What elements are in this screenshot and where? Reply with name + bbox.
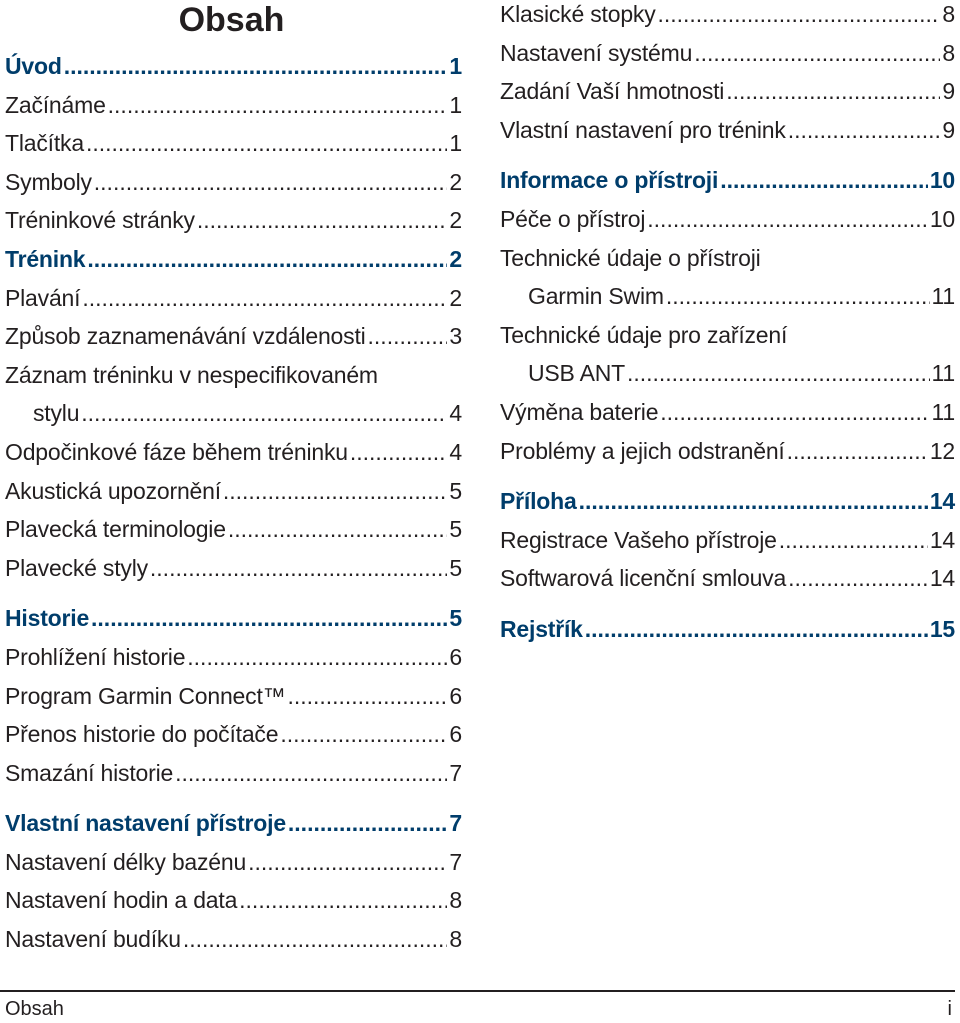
toc-entry-label: Technické údaje o přístroji xyxy=(500,244,761,271)
toc-entry[interactable] xyxy=(5,549,462,588)
toc-entry-page-number: 4 xyxy=(449,400,462,427)
toc-entry-page-number: 4 xyxy=(449,438,462,465)
toc-section-heading[interactable] xyxy=(5,47,462,86)
toc-entry-label: Vlastní nastavení pro trénink xyxy=(500,116,786,143)
dot-leader xyxy=(368,317,448,356)
toc-entry-label: Nastavení hodin a data xyxy=(5,887,238,914)
toc-entry[interactable] xyxy=(5,394,462,433)
dot-leader xyxy=(223,472,448,511)
toc-entry[interactable] xyxy=(500,559,955,598)
toc-entry-label: Vlastní nastavení přístroje xyxy=(5,810,286,837)
dot-leader xyxy=(108,86,448,125)
toc-entry[interactable] xyxy=(500,277,955,316)
toc-entry[interactable] xyxy=(5,433,462,472)
toc-entry-label: Odpočinkové fáze během tréninku xyxy=(5,438,348,465)
toc-entry-label: Prohlížení historie xyxy=(5,643,186,670)
toc-entry[interactable] xyxy=(500,239,955,278)
toc-entry-label: Rejstřík xyxy=(500,615,583,642)
toc-entry-label: Trénink xyxy=(5,245,86,272)
toc-entry-label: Nastavení budíku xyxy=(5,926,181,953)
toc-entry-label: Zadání Vaší hmotnosti xyxy=(500,78,725,105)
toc-entry-page-number: 5 xyxy=(449,554,462,581)
dot-leader xyxy=(666,277,930,316)
toc-entry-page-number: 6 xyxy=(449,643,462,670)
toc-entry[interactable] xyxy=(5,843,462,882)
toc-entry-page-number: 1 xyxy=(449,53,462,79)
toc-entry-page-number: 9 xyxy=(942,116,955,143)
toc-entry-label: Způsob zaznamenávání vzdálenosti xyxy=(5,323,366,350)
toc-entry-page-number: 6 xyxy=(449,721,462,748)
toc-entry-page-number: 5 xyxy=(449,605,462,632)
dot-leader xyxy=(280,715,447,754)
toc-entry-page-number: 14 xyxy=(929,488,955,515)
toc-entry-label: Technické údaje pro zařízení xyxy=(500,321,788,348)
toc-entry-label: Příloha xyxy=(500,488,577,515)
toc-entry-page-number: 2 xyxy=(449,207,462,234)
toc-entry-label: Informace o přístroji xyxy=(500,167,719,194)
toc-entry-page-number: 6 xyxy=(449,682,462,709)
toc-entry-label: Registrace Vašeho přístroje xyxy=(500,526,777,553)
toc-entry-page-number: 7 xyxy=(449,848,462,875)
dot-leader xyxy=(197,201,448,240)
toc-entry-page-number: 8 xyxy=(942,39,955,66)
toc-entry[interactable] xyxy=(5,510,462,549)
toc-right-column xyxy=(500,0,955,649)
footer-divider xyxy=(0,990,955,992)
toc-entry-page-number: 15 xyxy=(929,615,955,642)
toc-entry-label: Akustická upozornění xyxy=(5,477,221,504)
dot-leader xyxy=(288,804,447,843)
toc-entry-page-number: 12 xyxy=(929,437,955,464)
toc-entry-label: Tlačítka xyxy=(5,130,84,157)
dot-leader xyxy=(183,920,448,959)
toc-left-column xyxy=(5,47,462,959)
dot-leader xyxy=(175,754,447,793)
toc-entry[interactable] xyxy=(5,201,462,240)
toc-entry[interactable] xyxy=(500,354,955,393)
toc-entry[interactable] xyxy=(5,881,462,920)
toc-entry[interactable] xyxy=(500,393,955,432)
dot-leader xyxy=(787,432,928,471)
toc-entry-page-number: 1 xyxy=(449,130,462,157)
toc-entry[interactable] xyxy=(5,279,462,318)
toc-entry[interactable] xyxy=(5,920,462,959)
toc-entry[interactable] xyxy=(500,34,955,73)
footer-section-label: Obsah xyxy=(5,998,64,1020)
dot-leader xyxy=(150,549,447,588)
dot-leader xyxy=(350,433,448,472)
dot-leader xyxy=(248,843,447,882)
toc-entry-label: Začínáme xyxy=(5,91,106,118)
toc-entry-label: Plavecká terminologie xyxy=(5,516,226,543)
toc-entry-page-number: 3 xyxy=(449,323,462,350)
toc-entry-page-number: 5 xyxy=(449,477,462,504)
toc-entry[interactable] xyxy=(5,754,462,793)
toc-entry-page-number: 2 xyxy=(449,168,462,195)
toc-entry-page-number: 11 xyxy=(931,283,955,310)
toc-entry-label: Historie xyxy=(5,605,90,632)
page-title: Obsah xyxy=(178,1,285,39)
dot-leader xyxy=(658,0,941,34)
toc-section-heading[interactable] xyxy=(500,610,955,649)
dot-leader xyxy=(228,510,448,549)
toc-entry-page-number: 9 xyxy=(942,78,955,105)
dot-leader xyxy=(627,354,930,393)
toc-entry-page-number: 11 xyxy=(931,398,955,425)
toc-entry-page-number: 8 xyxy=(942,1,955,27)
toc-entry[interactable] xyxy=(500,432,955,471)
toc-entry[interactable] xyxy=(500,521,955,560)
toc-entry-page-number: 10 xyxy=(929,167,955,194)
toc-section-heading[interactable] xyxy=(5,599,462,638)
toc-entry-page-number: 2 xyxy=(449,245,462,272)
dot-leader xyxy=(788,559,928,598)
toc-entry[interactable] xyxy=(500,0,955,34)
toc-entry-page-number: 1 xyxy=(449,91,462,118)
toc-section-heading[interactable] xyxy=(500,161,955,200)
toc-entry-page-number: 10 xyxy=(929,205,955,232)
dot-leader xyxy=(779,521,928,560)
toc-entry[interactable] xyxy=(5,317,462,356)
dot-leader xyxy=(694,34,940,73)
toc-entry[interactable] xyxy=(5,638,462,677)
toc-entry-page-number: 5 xyxy=(449,516,462,543)
toc-section-heading[interactable] xyxy=(500,482,955,521)
footer-page-number: i xyxy=(947,998,952,1020)
toc-entry-page-number: 8 xyxy=(449,926,462,953)
dot-leader xyxy=(720,161,928,200)
toc-entry-label: Výměna baterie xyxy=(500,398,659,425)
toc-section-heading[interactable] xyxy=(5,240,462,279)
toc-entry-label: Garmin Swim xyxy=(528,283,664,310)
toc-entry-label: Nastavení délky bazénu xyxy=(5,848,247,875)
toc-entry[interactable] xyxy=(500,200,955,239)
toc-entry-label: Plavání xyxy=(5,284,81,311)
dot-leader xyxy=(647,200,928,239)
dot-leader xyxy=(64,47,448,86)
toc-entry-page-number: 11 xyxy=(931,360,955,387)
dot-leader xyxy=(187,638,447,677)
toc-entry-label: Úvod xyxy=(5,53,62,79)
toc-entry-label: USB ANT xyxy=(528,360,626,387)
dot-leader xyxy=(81,394,447,433)
toc-entry[interactable] xyxy=(5,715,462,754)
toc-entry[interactable] xyxy=(5,472,462,511)
toc-entry-label: stylu xyxy=(33,400,80,427)
toc-entry[interactable] xyxy=(500,316,955,355)
toc-entry-page-number: 8 xyxy=(449,887,462,914)
toc-entry-label: Klasické stopky xyxy=(500,1,656,27)
toc-entry[interactable] xyxy=(5,124,462,163)
dot-leader xyxy=(87,240,447,279)
toc-entry-label: Smazání historie xyxy=(5,759,174,786)
toc-entry[interactable] xyxy=(5,356,462,395)
toc-entry-label: Softwarová licenční smlouva xyxy=(500,565,787,592)
dot-leader xyxy=(788,111,941,150)
toc-entry-label: Tréninkové stránky xyxy=(5,207,195,234)
toc-entry-page-number: 7 xyxy=(449,759,462,786)
toc-entry-page-number: 14 xyxy=(929,526,955,553)
toc-entry-label: Program Garmin Connect™ xyxy=(5,682,286,709)
toc-entry[interactable] xyxy=(5,677,462,716)
toc-entry-page-number: 14 xyxy=(929,565,955,592)
dot-leader xyxy=(660,393,929,432)
dot-leader xyxy=(239,881,447,920)
dot-leader xyxy=(726,72,940,111)
toc-entry-label: Záznam tréninku v nespecifikovaném xyxy=(5,361,378,388)
toc-entry[interactable] xyxy=(5,163,462,202)
toc-entry-label: Problémy a jejich odstranění xyxy=(500,437,785,464)
dot-leader xyxy=(91,599,447,638)
toc-entry-label: Přenos historie do počítače xyxy=(5,721,279,748)
toc-entry-page-number: 7 xyxy=(449,810,462,837)
toc-entry-label: Symboly xyxy=(5,168,92,195)
dot-leader xyxy=(86,124,447,163)
toc-entry-label: Nastavení systému xyxy=(500,39,693,66)
toc-entry[interactable] xyxy=(500,72,955,111)
dot-leader xyxy=(287,677,447,716)
dot-leader xyxy=(579,482,928,521)
dot-leader xyxy=(585,610,928,649)
toc-entry[interactable] xyxy=(5,86,462,125)
toc-entry-label: Plavecké styly xyxy=(5,554,148,581)
toc-entry-label: Péče o přístroj xyxy=(500,205,646,232)
toc-entry-page-number: 2 xyxy=(449,284,462,311)
dot-leader xyxy=(94,163,448,202)
dot-leader xyxy=(82,279,447,318)
toc-entry[interactable] xyxy=(500,111,955,150)
toc-section-heading[interactable] xyxy=(5,804,462,843)
